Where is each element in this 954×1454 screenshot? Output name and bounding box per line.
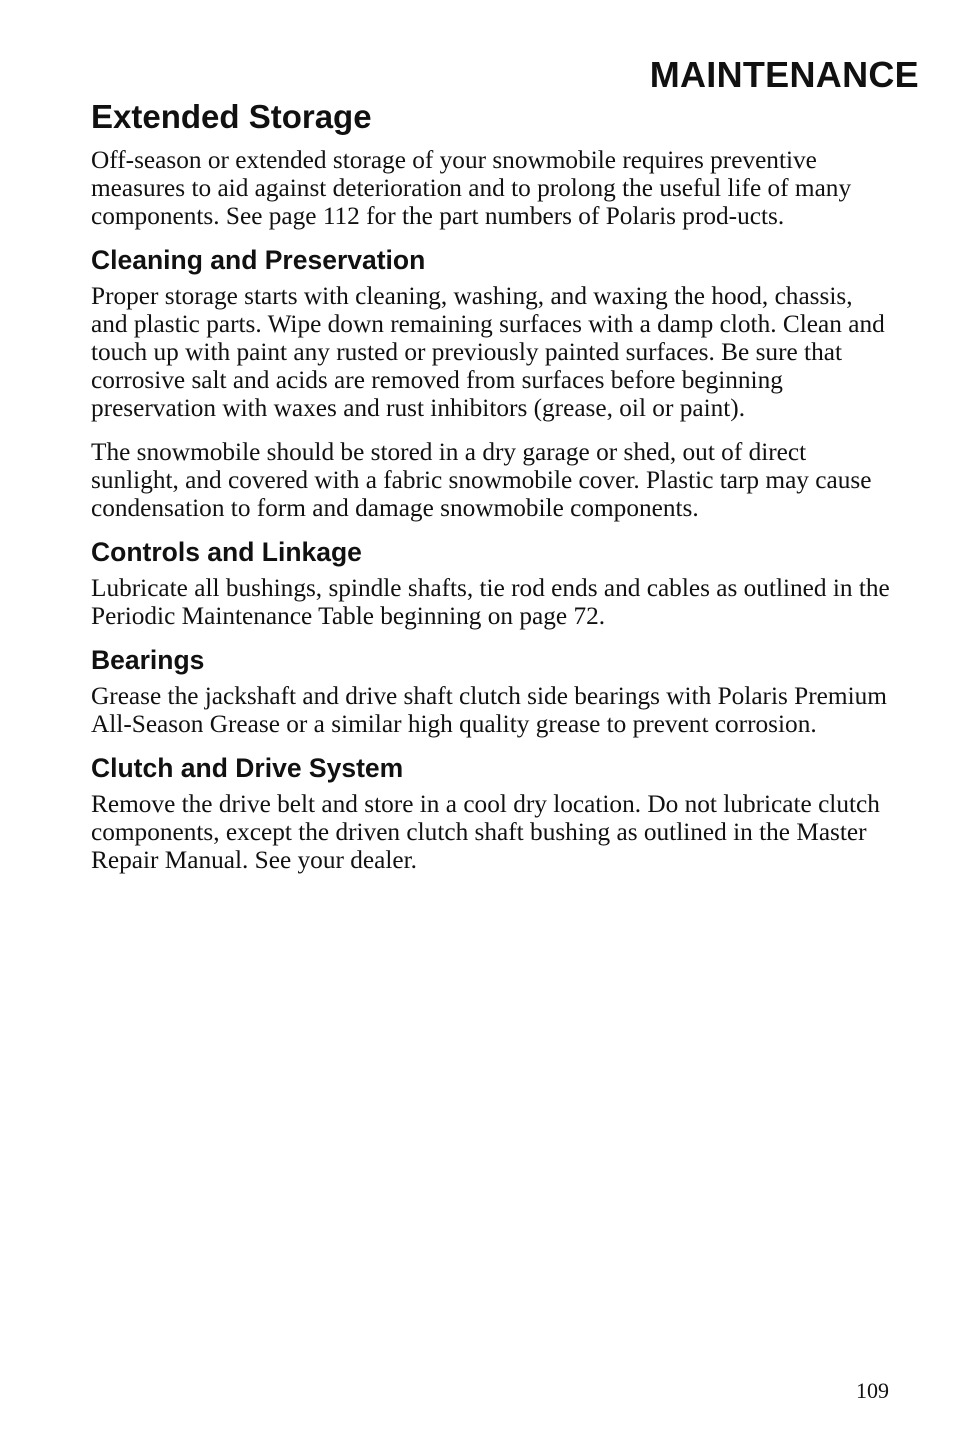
page-number: 109	[856, 1378, 889, 1403]
controls-paragraph: Lubricate all bushings, spindle shafts, tie rod ends and cables as outlined in the Periodic Maintenance Table beginning on page 72.	[91, 574, 890, 630]
section-header: MAINTENANCE	[649, 54, 919, 95]
cleaning-paragraph-2: The snowmobile should be stored in a dry garage or shed, out of direct sunlight, and covered with a fabric snowmobile cover. Plastic tarp may cause condensation to form and damage snowmobile components.	[91, 438, 872, 522]
heading-clutch-and-drive-system: Clutch and Drive System	[91, 753, 404, 783]
heading-controls-and-linkage: Controls and Linkage	[91, 537, 362, 567]
clutch-paragraph: Remove the drive belt and store in a cool dry location. Do not lubricate clutch components, except the driven clutch shaft bushing as outlined in the Master Repair Manual. See your dealer.	[91, 790, 880, 874]
page-body	[91, 146, 891, 874]
cleaning-paragraph-1: Proper storage starts with cleaning, washing, and waxing the hood, chassis, and plastic parts. Wipe down remaining surfaces with a damp cloth. Clean and touch up with paint any rusted or previously painted surfaces. Be sure that corrosive salt and acids are removed from surfaces before beginning preservation with waxes and rust inhibitors (grease, oil or paint).	[91, 282, 885, 422]
bearings-paragraph: Grease the jackshaft and drive shaft clutch side bearings with Polaris Premium All-Season Grease or a similar high quality grease to prevent corrosion.	[91, 682, 887, 738]
heading-bearings: Bearings	[91, 645, 205, 675]
heading-cleaning-and-preservation: Cleaning and Preservation	[91, 245, 426, 275]
page-title: Extended Storage	[91, 98, 372, 135]
intro-paragraph: Off-season or extended storage of your snowmobile requires preventive measures to aid against deterioration and to prolong the useful life of many components. See page 112 for the part numbers of Polaris prod-ucts.	[91, 146, 852, 230]
